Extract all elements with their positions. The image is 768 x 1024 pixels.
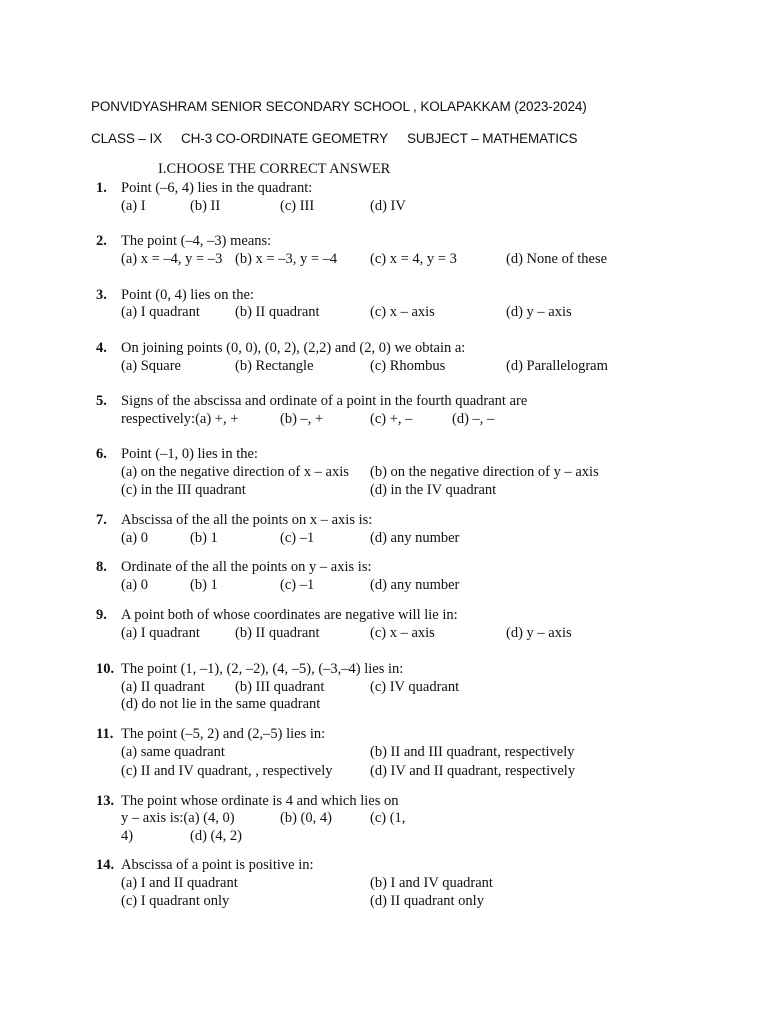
question-text: The point (1, –1), (2, –2), (4, –5), (–3,–4) lies in: <box>121 661 404 677</box>
option-c: (c) II and IV quadrant, , respectively <box>121 763 333 779</box>
option-b: (b) II <box>190 198 221 214</box>
option-a: (a) I and II quadrant <box>121 875 238 891</box>
option-d: (d) (4, 2) <box>190 828 242 844</box>
option-d: (d) any number <box>370 577 460 593</box>
option-c: (c) I quadrant only <box>121 893 230 909</box>
option-b: (b) II quadrant <box>235 304 320 320</box>
option-c: (c) –1 <box>280 577 315 593</box>
option-c: (c) Rhombus <box>370 358 446 374</box>
option-c: (c) +, – <box>370 411 413 427</box>
option-b: (b) III quadrant <box>235 679 325 695</box>
option-d: (d) in the IV quadrant <box>370 482 497 498</box>
question-number: 9. <box>96 607 107 623</box>
option-d: (d) IV <box>370 198 406 214</box>
option-a-line: y – axis is:(a) (4, 0) <box>121 810 235 826</box>
option-b: (b) 1 <box>190 530 218 546</box>
option-b: (b) II and III quadrant, respectively <box>370 744 575 760</box>
question-number: 11. <box>96 726 114 742</box>
question-number: 5. <box>96 393 107 409</box>
option-b: (b) –, + <box>280 411 324 427</box>
option-a: (a) x = –4, y = –3 <box>121 251 223 267</box>
option-b: (b) on the negative direction of y – axis <box>370 464 599 480</box>
option-a: (a) same quadrant <box>121 744 225 760</box>
option-d: (d) do not lie in the same quadrant <box>121 696 321 712</box>
question-text: On joining points (0, 0), (0, 2), (2,2) and (2, 0) we obtain a: <box>121 340 466 356</box>
question-number: 2. <box>96 233 107 249</box>
option-a: (a) Square <box>121 358 181 374</box>
option-b: (b) II quadrant <box>235 625 320 641</box>
school-header: PONVIDYASHRAM SENIOR SECONDARY SCHOOL , KOLAPAKKAM (2023-2024) <box>91 99 587 114</box>
option-d: (d) IV and II quadrant, respectively <box>370 763 576 779</box>
question-text: The point (–5, 2) and (2,–5) lies in: <box>121 726 326 742</box>
option-a: (a) II quadrant <box>121 679 205 695</box>
question-number: 6. <box>96 446 107 462</box>
option-d: (d) any number <box>370 530 460 546</box>
option-b: (b) x = –3, y = –4 <box>235 251 338 267</box>
question-number: 13. <box>96 793 115 809</box>
option-d: (d) –, – <box>452 411 495 427</box>
question-number: 3. <box>96 287 107 303</box>
question-text: Abscissa of a point is positive in: <box>121 857 314 873</box>
section-title: I.CHOOSE THE CORRECT ANSWER <box>158 161 391 177</box>
question-number: 7. <box>96 512 107 528</box>
question-text: Ordinate of the all the points on y – axis is: <box>121 559 372 575</box>
option-d: (d) II quadrant only <box>370 893 484 909</box>
question-text: A point both of whose coordinates are negative will lie in: <box>121 607 458 623</box>
option-a-line: respectively:(a) +, + <box>121 411 239 427</box>
option-a: (a) on the negative direction of x – axis <box>121 464 349 480</box>
option-b: (b) I and IV quadrant <box>370 875 493 891</box>
option-d: (d) None of these <box>506 251 608 267</box>
question-number: 8. <box>96 559 107 575</box>
option-c-continued: 4) <box>121 828 134 844</box>
option-c: (c) x – axis <box>370 304 435 320</box>
option-b: (b) Rectangle <box>235 358 314 374</box>
question-number: 1. <box>96 180 107 196</box>
question-text: Point (0, 4) lies on the: <box>121 287 254 303</box>
option-d: (d) y – axis <box>506 625 572 641</box>
option-c: (c) x = 4, y = 3 <box>370 251 457 267</box>
option-c: (c) –1 <box>280 530 315 546</box>
option-d: (d) Parallelogram <box>506 358 608 374</box>
option-c: (c) x – axis <box>370 625 435 641</box>
question-text: The point (–4, –3) means: <box>121 233 272 249</box>
option-d: (d) y – axis <box>506 304 572 320</box>
subject-label: SUBJECT – MATHEMATICS <box>407 131 578 146</box>
option-a: (a) I quadrant <box>121 304 200 320</box>
option-a: (a) 0 <box>121 530 148 546</box>
question-number: 10. <box>96 661 115 677</box>
option-b: (b) (0, 4) <box>280 810 332 826</box>
option-c: (c) in the III quadrant <box>121 482 246 498</box>
option-c: (c) IV quadrant <box>370 679 460 695</box>
question-text: Point (–6, 4) lies in the quadrant: <box>121 180 313 196</box>
option-c: (c) III <box>280 198 315 214</box>
chapter-label: CH-3 CO-ORDINATE GEOMETRY <box>181 131 389 146</box>
question-number: 14. <box>96 857 115 873</box>
option-a: (a) I <box>121 198 146 214</box>
question-number: 4. <box>96 340 107 356</box>
class-label: CLASS – IX <box>91 131 163 146</box>
question-text: Abscissa of the all the points on x – axis is: <box>121 512 373 528</box>
question-text: Point (–1, 0) lies in the: <box>121 446 258 462</box>
option-b: (b) 1 <box>190 577 218 593</box>
question-text: Signs of the abscissa and ordinate of a point in the fourth quadrant are <box>121 393 528 409</box>
option-c: (c) (1, <box>370 810 406 826</box>
question-text: The point whose ordinate is 4 and which lies on <box>121 793 399 809</box>
option-a: (a) I quadrant <box>121 625 200 641</box>
option-a: (a) 0 <box>121 577 148 593</box>
